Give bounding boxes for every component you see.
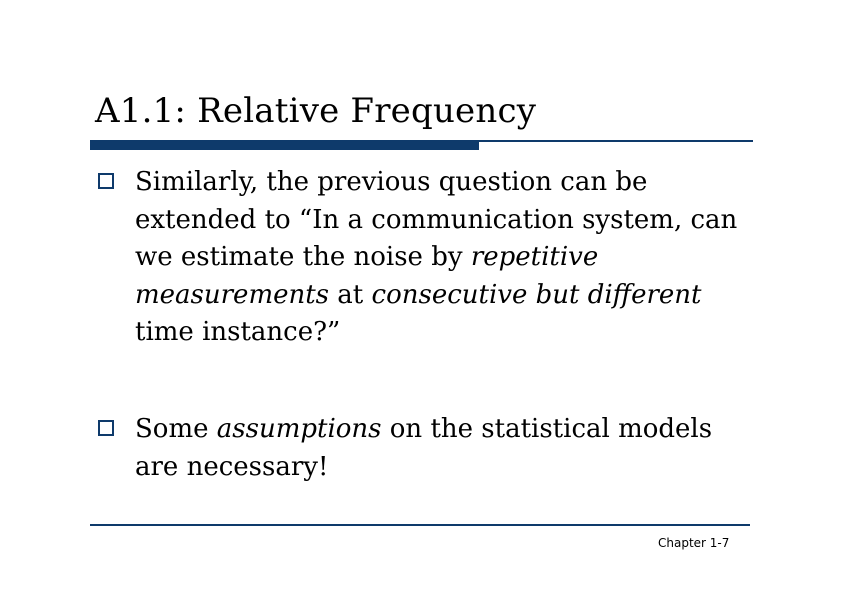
bullet-text-segment: at xyxy=(329,279,372,310)
bullet-text-emphasis: assumptions xyxy=(216,414,382,444)
bullet-text xyxy=(135,164,738,352)
bullet-text-segment: Some xyxy=(135,414,217,444)
bullet-text-segment: time instance?” xyxy=(135,317,341,347)
bullet-text-segment: on the statistical models are necessary! xyxy=(135,414,713,482)
bullet-text-emphasis: consecutive but different xyxy=(371,279,702,310)
bullet-item xyxy=(98,411,738,486)
square-bullet-icon xyxy=(98,420,114,436)
bullet-text-emphasis: repetitive measurements xyxy=(135,242,599,310)
title-divider-bar xyxy=(90,142,479,150)
square-bullet-icon xyxy=(98,173,114,189)
bullet-item xyxy=(98,164,738,352)
bullet-text-segment: Similarly, the previous question can be extended to “In a communication system, can we estimate the noise by xyxy=(135,167,738,272)
bullet-text xyxy=(135,411,738,486)
slide-title: A1.1: Relative Frequency xyxy=(95,91,537,131)
page-number: Chapter 1-7 xyxy=(658,536,730,550)
footer-divider-line xyxy=(90,524,750,526)
